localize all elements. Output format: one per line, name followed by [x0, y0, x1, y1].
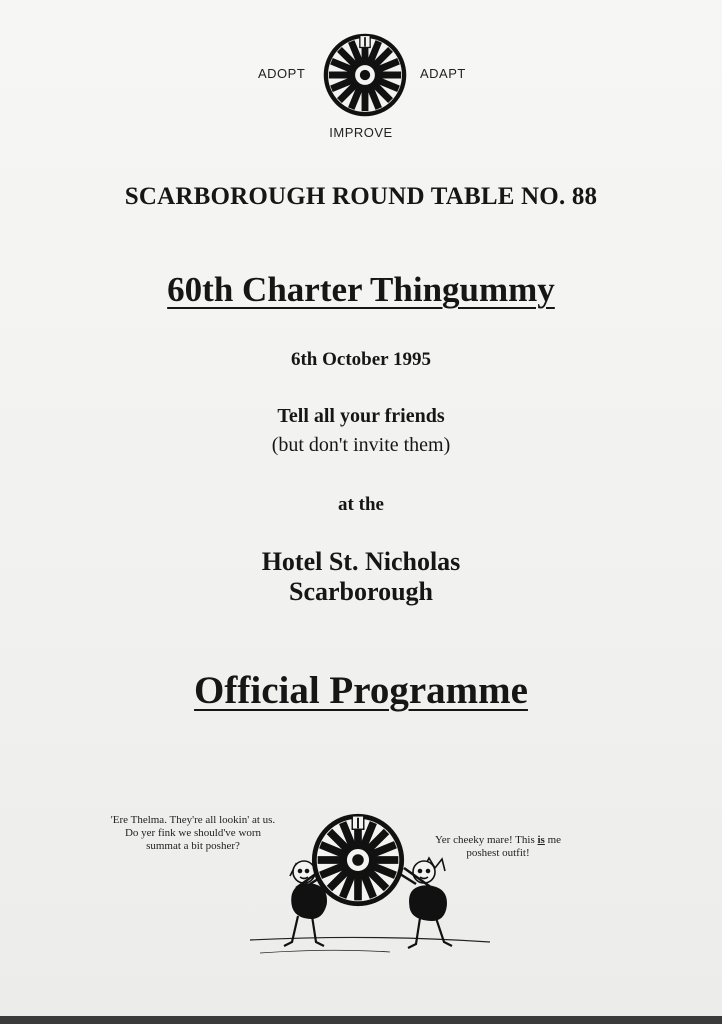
speech-emphasis: is [537, 834, 545, 846]
round-table-wheel-icon [322, 32, 408, 118]
organisation-title: SCARBOROUGH ROUND TABLE NO. 88 [124, 183, 598, 210]
motto-adapt: ADAPT [420, 66, 466, 81]
at-the-text: at the [338, 494, 384, 515]
motto-adopt: ADOPT [258, 66, 306, 81]
event-title-text: 60th Charter Thingummy [167, 270, 555, 309]
page-bottom-edge [0, 1016, 722, 1024]
motto-improve: IMPROVE [329, 125, 393, 140]
tagline-sub: (but don't invite them) [271, 434, 451, 456]
speech-right: Yer cheeky mare! This is me poshest outfit! [434, 834, 562, 859]
venue-name: Hotel St. Nicholas [261, 547, 461, 576]
tagline: Tell all your friends [277, 405, 445, 427]
speech-left: 'Ere Thelma. They're all lookin' at us. Do yer fink we should've worn summat a bit posher? [110, 814, 276, 852]
round-table-wheel-carried-icon [310, 812, 406, 908]
programme-title [0, 668, 722, 713]
event-date: 6th October 1995 [290, 349, 432, 370]
programme-title-text: Official Programme [194, 669, 528, 712]
event-title [0, 270, 722, 310]
venue-town: Scarborough [289, 577, 433, 606]
